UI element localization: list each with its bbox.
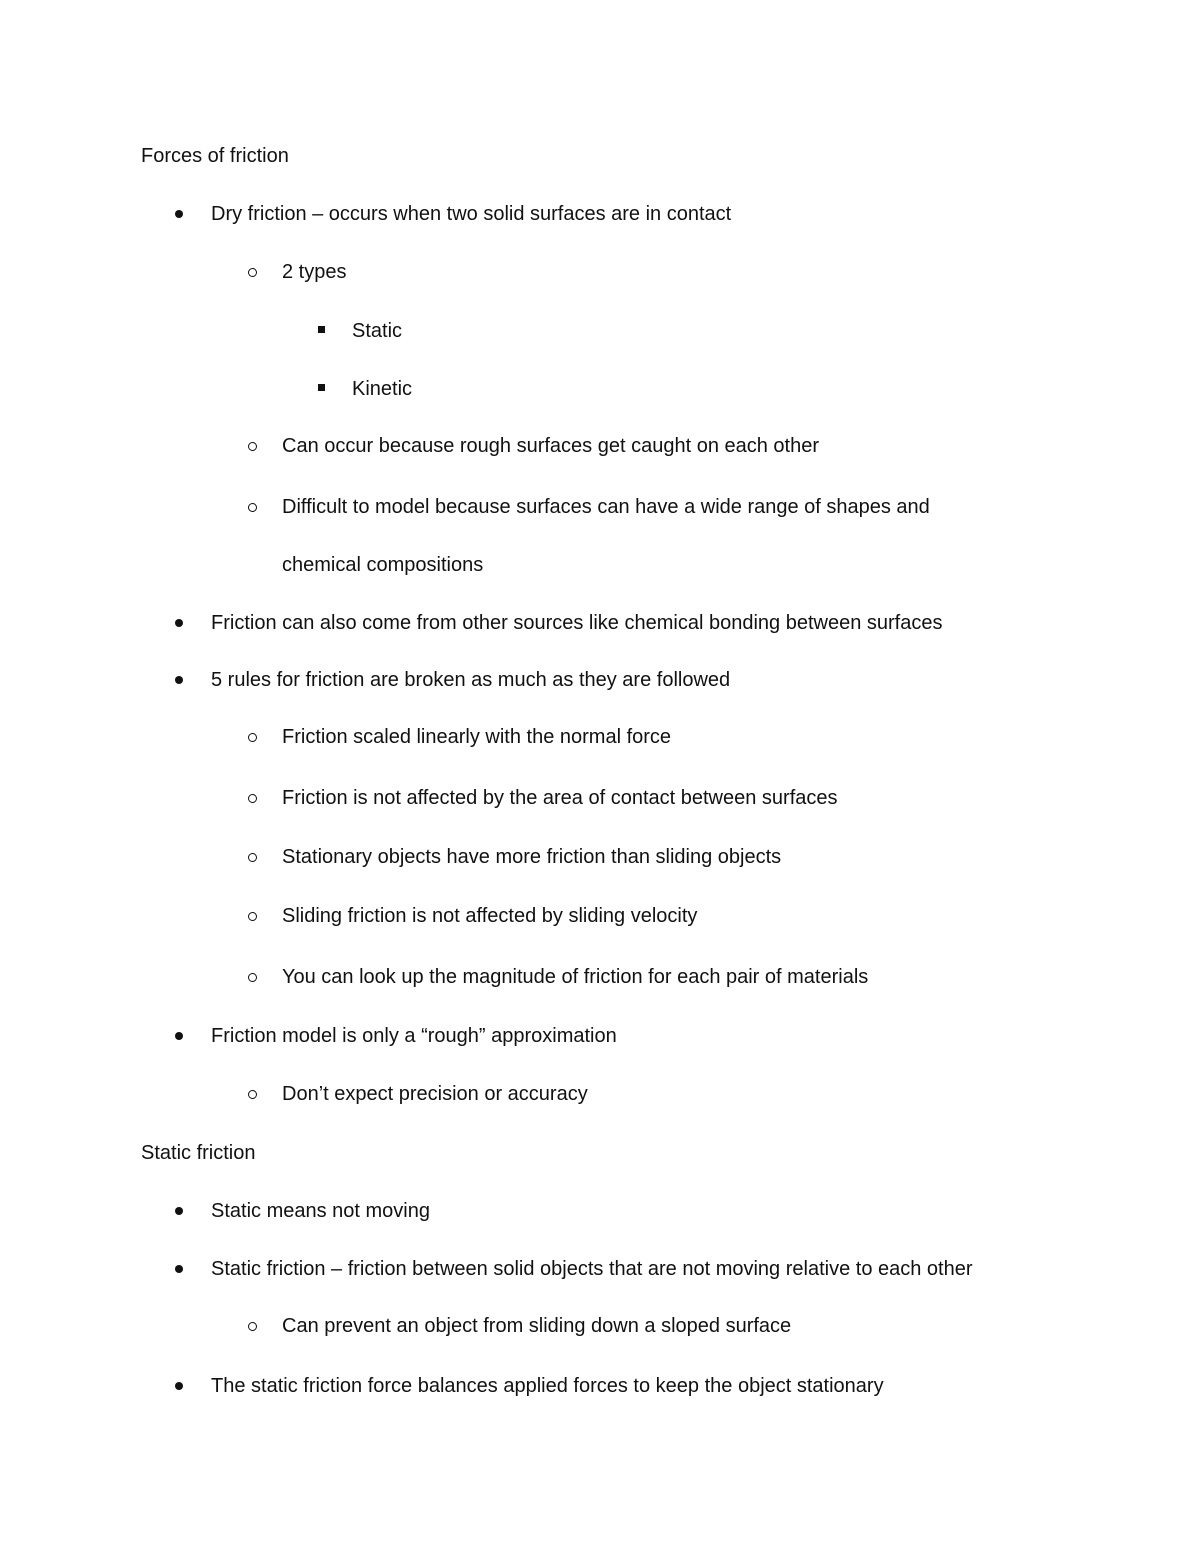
list-item: Friction scaled linearly with the normal force [282,726,672,748]
circle-bullet-icon [248,268,257,277]
list-item: Friction can also come from other sources like chemical bonding between surfaces [211,612,943,634]
disc-bullet-icon [175,210,183,218]
section-heading: Forces of friction [141,145,289,167]
disc-bullet-icon [175,1382,183,1390]
list-item: Friction is not affected by the area of contact between surfaces [282,787,838,809]
list-item: Stationary objects have more friction than sliding objects [282,846,782,868]
circle-bullet-icon [248,973,257,982]
list-item: Friction model is only a “rough” approximation [211,1025,617,1047]
list-item: Static friction – friction between solid objects that are not moving relative to each other [211,1258,973,1280]
disc-bullet-icon [175,1265,183,1273]
circle-bullet-icon [248,794,257,803]
list-item: Kinetic [352,378,413,400]
disc-bullet-icon [175,1207,183,1215]
disc-bullet-icon [175,676,183,684]
list-item: The static friction force balances applied forces to keep the object stationary [211,1375,884,1397]
circle-bullet-icon [248,442,257,451]
list-item: Static means not moving [211,1200,430,1222]
circle-bullet-icon [248,733,257,742]
section-heading: Static friction [141,1142,256,1164]
list-item: Difficult to model because surfaces can have a wide range of shapes and [282,496,930,518]
list-item: You can look up the magnitude of friction for each pair of materials [282,966,869,988]
list-item: Static [352,320,403,342]
list-item: Can occur because rough surfaces get caught on each other [282,435,820,457]
list-item-continuation: chemical compositions [282,554,484,576]
list-item: 2 types [282,261,347,283]
disc-bullet-icon [175,1032,183,1040]
circle-bullet-icon [248,1322,257,1331]
list-item: 5 rules for friction are broken as much as they are followed [211,669,731,691]
disc-bullet-icon [175,619,183,627]
circle-bullet-icon [248,912,257,921]
circle-bullet-icon [248,503,257,512]
circle-bullet-icon [248,1090,257,1099]
square-bullet-icon [318,326,325,333]
list-item: Dry friction – occurs when two solid surfaces are in contact [211,203,732,225]
list-item: Can prevent an object from sliding down a sloped surface [282,1315,792,1337]
square-bullet-icon [318,384,325,391]
list-item: Sliding friction is not affected by sliding velocity [282,905,698,927]
circle-bullet-icon [248,853,257,862]
list-item: Don’t expect precision or accuracy [282,1083,588,1105]
